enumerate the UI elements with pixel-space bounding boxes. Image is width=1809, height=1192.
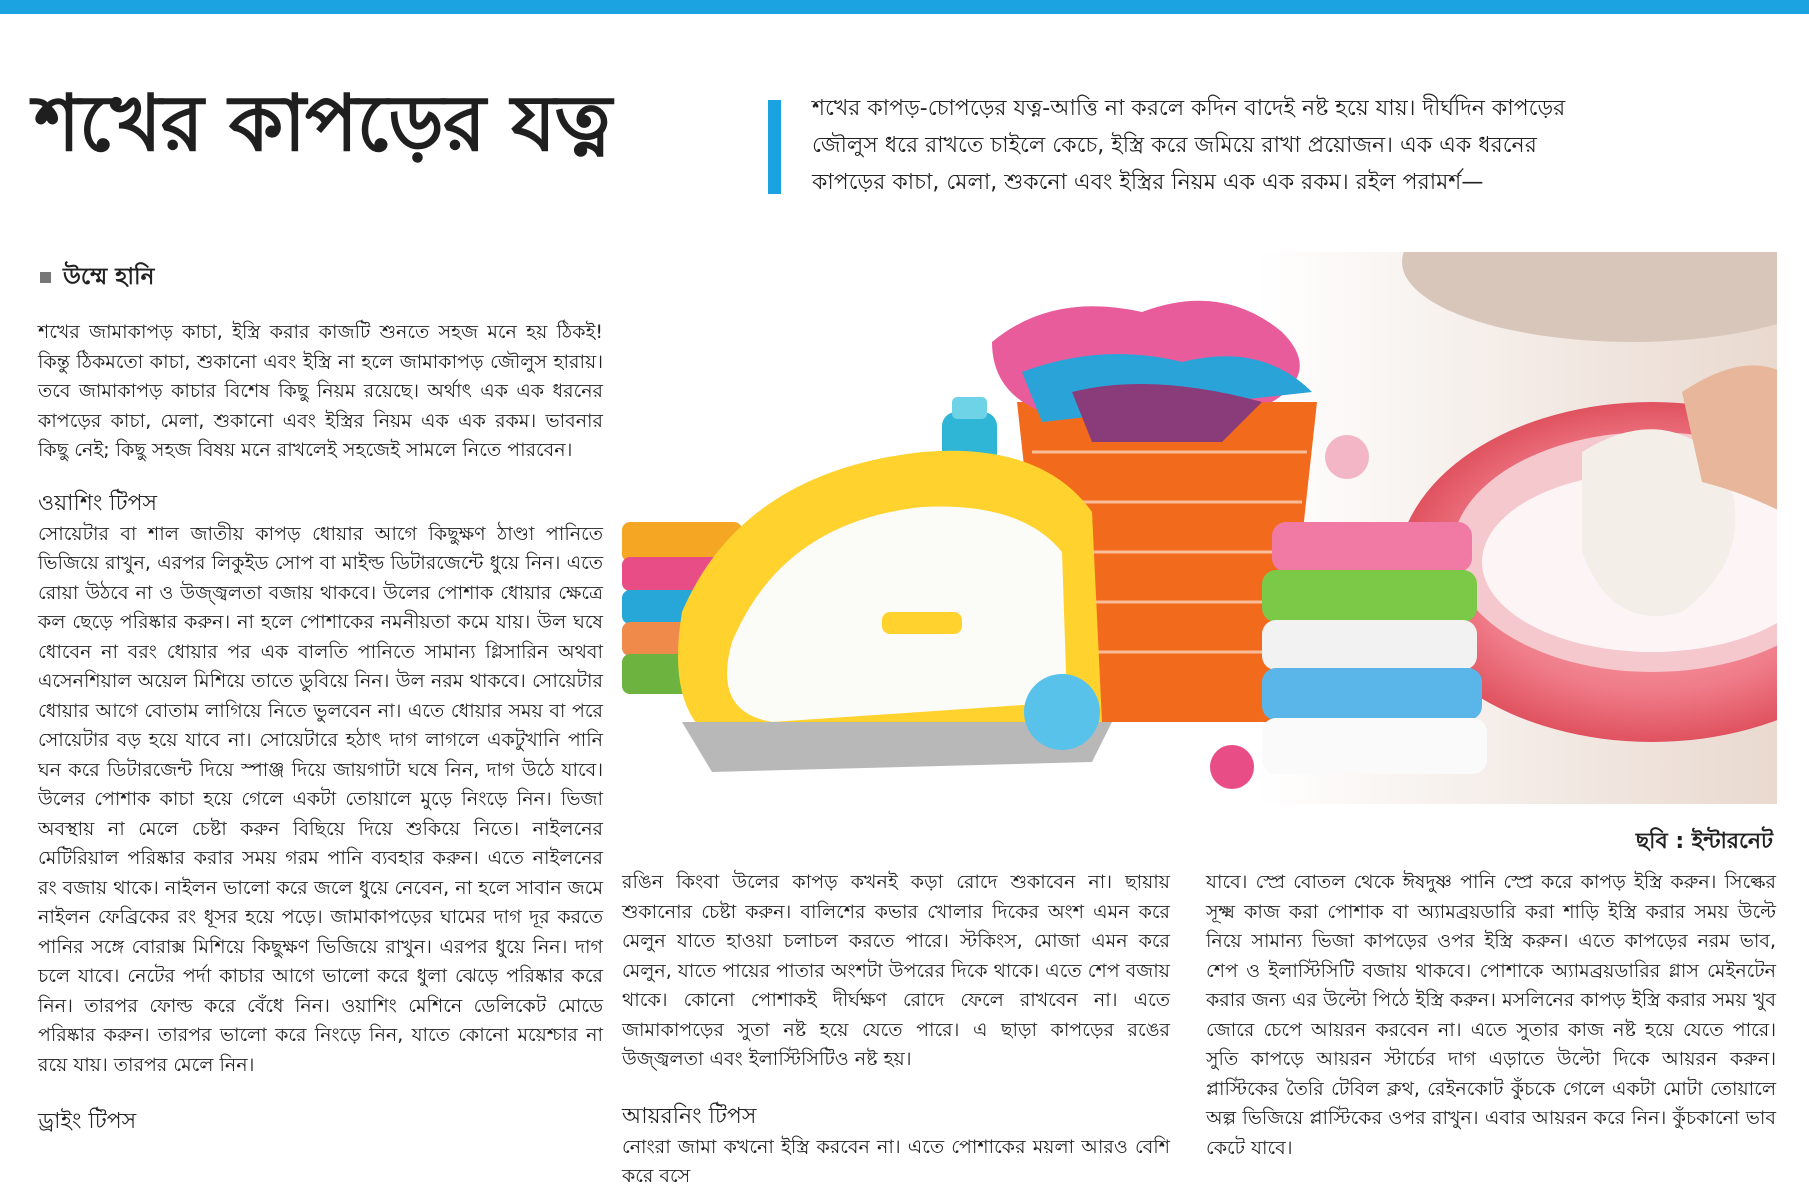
photo-credit: ছবি : ইন্টারনেট: [1635, 829, 1773, 854]
intro-paragraph: শখের জামাকাপড় কাচা, ইস্ত্রি করার কাজটি শুনতে সহজ মনে হয় ঠিকই! কিন্তু ঠিকমতো কাচা, শুকানো এবং ইস্ত্রি না হলে জামাকাপড় জৌলুস হারায়। তবে জামাকাপড় কাচার বিশেষ কিছু নিয়ম রয়েছে। অর্থাৎ এক এক ধরনের কাপড়ের কাচা, মেলা, শুকানো এবং ইস্ত্রির নিয়ম এক এক রকম। ভাবনার কিছু নেই; কিছু সহজ বিষয় মনে রাখলেই সহজেই সামলে নিতে পারবেন।: [38, 321, 603, 461]
byline: [40, 258, 154, 297]
column-2: [622, 868, 1170, 1192]
ironing-tips-continued: যাবে। স্প্রে বোতল থেকে ঈষদুষ্ণ পানি স্প্রে করে কাপড় ইস্ত্রি করুন। সিল্কের সূক্ষ্ম কাজ করা পোশাক বা অ্যামব্রয়ডারি করা শাড়ি ইস্ত্রি করার সময় উল্টে নিয়ে সামান্য ভিজা কাপড়ের ওপর ইস্ত্রি করুন। এতে কাপড়ের নরম ভাব, শেপ ও ইলাস্টিসিটি বজায় থাকবে। পোশাকে অ্যামব্রয়ডারির গ্লাস মেইনটেন করার জন্য এর উল্টো পিঠে ইস্ত্রি করুন। মসলিনের কাপড় ইস্ত্রি করার সময় খুব জোরে চেপে আয়রন করবেন না। এতে সুতার কাজ নষ্ট হয়ে যেতে পারে। সুতি কাপড়ে আয়রন স্টার্চের দাগ এড়াতে উল্টো দিকে আয়রন করুন। প্লাস্টিকের তৈরি টেবিল ক্লথ, রেইনকোট কুঁচকে গেলে একটা মোটা তোয়ালে অল্প ভিজিয়ে প্লাস্টিকের ওপর রাখুন। এবার আয়রন করে নিন। কুঁচকানো ভাব কেটে যাবে।: [1206, 871, 1776, 1159]
author-name: উম্মে হানি: [63, 264, 155, 290]
washing-tips-paragraph: সোয়েটার বা শাল জাতীয় কাপড় ধোয়ার আগে কিছুক্ষণ ঠাণ্ডা পানিতে ভিজিয়ে রাখুন, এরপর লিকুইড সোপ বা মাইল্ড ডিটারজেন্টে ধুয়ে নিন। এতে রোয়া উঠবে না ও উজ্জ্বলতা বজায় থাকবে। উলের পোশাক ধোয়ার ক্ষেত্রে কল ছেড়ে পরিষ্কার করুন। না হলে পোশাকের নমনীয়তা কমে যায়। উল ঘষে ধোবেন না বরং ধোয়ার পর এক বালতি পানিতে সামান্য গ্লিসারিন অথবা এসেনশিয়াল অয়েল মিশিয়ে তাতে ডুবিয়ে নিন। উল নরম থাকবে। সোয়েটার ধোয়ার আগে বোতাম লাগিয়ে নিতে ভুলবেন না। এতে ধোয়ার সময় বা পরে সোয়েটার বড় হয়ে যাবে না। সোয়েটারে হঠাৎ দাগ লাগলে একটুখানি পানি ঘন করে ডিটারজেন্ট দিয়ে স্পাঞ্জ দিয়ে জায়গাটা ঘষে নিন, দাগ উঠে যাবে। উলের পোশাক কাচা হয়ে গেলে একটা তোয়ালে মুড়ে নিংড়ে নিন। ভিজা অবস্থায় না মেলে চেষ্টা করুন বিছিয়ে দিয়ে শুকিয়ে নিতে। নাইলনের মেটিরিয়াল পরিষ্কার করার সময় গরম পানি ব্যবহার করুন। এতে নাইলনের রং বজায় থাকে। নাইলন ভালো করে জলে ধুয়ে নেবেন, না হলে সাবান জমে নাইলন ফেব্রিকের রং ধূসর হয়ে পড়ে। জামাকাপড়ের ঘামের দাগ দূর করতে পানির সঙ্গে বোরাক্স মিশিয়ে কিছুক্ষণ ভিজিয়ে রাখুন। এরপর ধুয়ে নিন। দাগ চলে যাবে। নেটের পর্দা কাচার আগে ভালো করে ধুলা ঝেড়ে পরিষ্কার করে নিন। তারপর ফোল্ড করে বেঁধে নিন। ওয়াশিং মেশিনে ডেলিকেট মোডে পরিষ্কার করুন। তারপর ভালো করে নিংড়ে নিন, যাতে কোনো ময়েশ্চার না রয়ে যায়। তারপর মেলে নিন।: [38, 522, 603, 1076]
drying-tips-heading: ড্রাইং টিপস: [38, 1109, 137, 1134]
byline-square-icon: [40, 272, 51, 283]
article-headline: শখের কাপড়ের যত্ন: [34, 79, 612, 169]
washing-tips-heading: ওয়াশিং টিপস: [38, 490, 158, 516]
intro-accent-bar: [768, 100, 781, 194]
ironing-tips-paragraph: নোংরা জামা কখনো ইস্ত্রি করবেন না। এতে পোশাকের ময়লা আরও বেশি করে বসে: [622, 1135, 1170, 1187]
ironing-tips-heading: আয়রনিং টিপস: [622, 1103, 757, 1129]
laundry-photo: [622, 252, 1777, 804]
drying-tips-paragraph: রঙিন কিংবা উলের কাপড় কখনই কড়া রোদে শুকাবেন না। ছায়ায় শুকানোর চেষ্টা করুন। বালিশের কভার খোলার দিকের অংশ এমন করে মেলুন যাতে হাওয়া চলাচল করতে পারে। স্টকিংস, মোজা এমন করে মেলুন, যাতে পায়ের পাতার অংশটা উপরের দিকে থাকে। এতে শেপ বজায় থাকে। কোনো পোশাকই দীর্ঘক্ষণ রোদে ফেলে রাখবেন না। এতে জামাকাপড়ের সুতা নষ্ট হয়ে যেতে পারে। এ ছাড়া কাপড়ের রঙের উজ্জ্বলতা এবং ইলাস্টিসিটিও নষ্ট হয়।: [622, 871, 1170, 1070]
column-3: [1206, 868, 1776, 1163]
top-accent-bar: [0, 0, 1809, 14]
column-1: [38, 318, 603, 1138]
laundry-illustration: [622, 252, 1777, 804]
article-intro: শখের কাপড়-চোপড়ের যত্ন-আত্তি না করলে কদিন বাদেই নষ্ট হয়ে যায়। দীর্ঘদিন কাপড়ের জৌলুস ধরে রাখতে চাইলে কেচে, ইস্ত্রি করে জমিয়ে রাখা প্রয়োজন। এক এক ধরনের কাপড়ের কাচা, মেলা, শুকনো এবং ইস্ত্রির নিয়ম এক এক রকম। রইল পরামর্শ—: [812, 96, 1566, 195]
